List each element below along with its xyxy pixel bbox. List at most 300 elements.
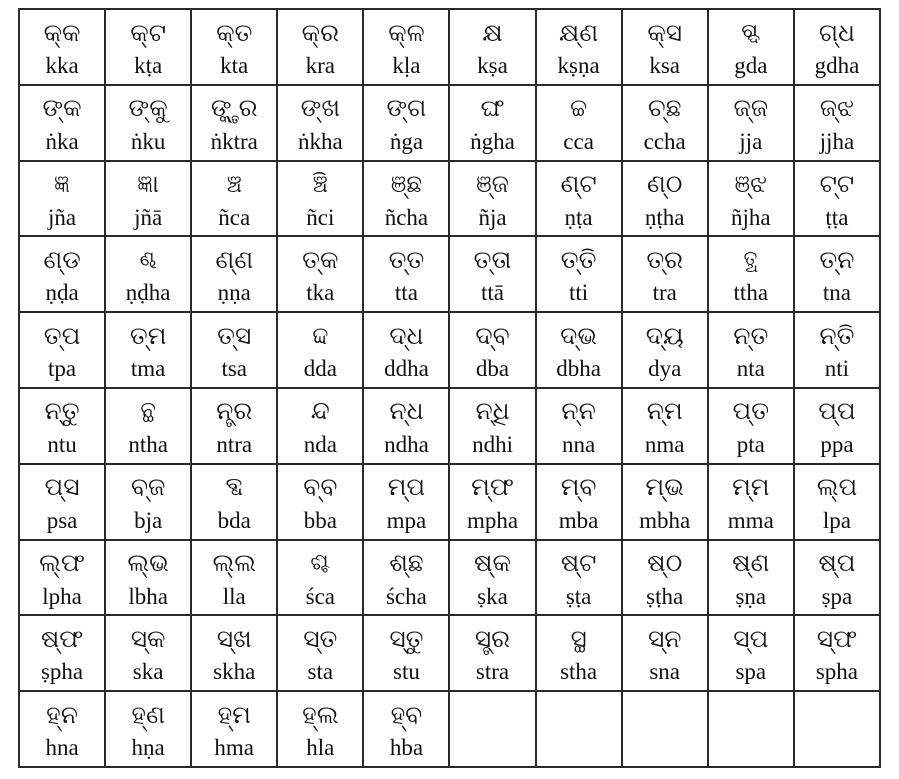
glyph-cell <box>19 464 105 540</box>
transliteration-label: ddha <box>384 356 429 382</box>
transliteration-label: ttha <box>733 280 769 306</box>
glyph-cell <box>536 236 622 312</box>
glyph-cell <box>622 540 708 616</box>
glyph-cell <box>449 9 535 85</box>
transliteration-label: psa <box>46 507 78 533</box>
glyph-cell <box>363 312 449 388</box>
odia-glyph: ନ୍ତୁ <box>44 398 80 426</box>
transliteration-label: bba <box>303 507 337 533</box>
odia-glyph: ଙ୍ଗ <box>386 95 427 123</box>
empty-cell <box>794 691 880 767</box>
odia-glyph: ଜ୍ଞା <box>137 171 159 199</box>
glyph-cell <box>708 85 794 161</box>
transliteration-label: tta <box>394 280 418 306</box>
glyph-cell <box>622 9 708 85</box>
glyph-cell <box>277 236 363 312</box>
glyph-cell <box>191 615 277 691</box>
odia-glyph: ଷ୍ଟ <box>560 550 597 578</box>
glyph-cell <box>363 9 449 85</box>
odia-glyph: ଗ୍ଦ <box>741 19 761 47</box>
odia-glyph: ମ୍ମ <box>732 474 770 502</box>
odia-glyph: ଣ୍ଟ <box>560 171 597 199</box>
odia-glyph: ହ୍ଣ <box>131 701 165 729</box>
odia-glyph <box>538 695 620 735</box>
glyph-cell <box>449 312 535 388</box>
odia-glyph: କ୍ଳ <box>388 19 425 47</box>
odia-glyph: ସ୍କ <box>130 625 166 653</box>
odia-glyph: ସ୍ତ୍ର <box>474 625 511 653</box>
transliteration-label: lpa <box>822 507 851 533</box>
odia-glyph: ଣ୍ଠ <box>646 171 683 199</box>
glyph-cell <box>622 85 708 161</box>
odia-glyph: ଷ୍ଠ <box>647 550 683 578</box>
odia-glyph: ବ୍ଜ <box>130 474 166 502</box>
glyph-cell <box>708 9 794 85</box>
odia-glyph: ତ୍ପ <box>43 322 81 350</box>
glyph-cell <box>363 540 449 616</box>
odia-glyph: ଷ୍କ <box>474 550 511 578</box>
odia-glyph: କ୍ସ <box>647 19 683 47</box>
odia-glyph: ହ୍ବ <box>390 701 423 729</box>
transliteration-label: ṭṭa <box>825 204 849 230</box>
glyph-cell <box>708 161 794 237</box>
odia-glyph: ଲ୍ଲ <box>212 550 256 578</box>
transliteration-label: mbha <box>639 507 691 533</box>
odia-glyph: ଙ୍କ୍ତ୍ର <box>210 95 258 123</box>
transliteration-label: nta <box>736 356 765 382</box>
transliteration-label: tti <box>569 280 589 306</box>
odia-glyph: ଦ୍ଭ <box>560 322 598 350</box>
glyph-cell <box>105 615 191 691</box>
odia-glyph: ହ୍ନ <box>46 701 78 729</box>
transliteration-label: stha <box>560 659 598 685</box>
transliteration-label: tka <box>306 280 335 306</box>
glyph-cell <box>105 236 191 312</box>
glyph-cell <box>191 85 277 161</box>
odia-glyph: ଦ୍ଦ <box>312 322 329 350</box>
odia-glyph: ତ୍ନ <box>819 246 855 274</box>
transliteration-label: lbha <box>128 583 168 609</box>
odia-glyph: ନ୍ଧି <box>475 398 510 426</box>
transliteration-label: tna <box>822 280 851 306</box>
table-row <box>19 9 880 85</box>
transliteration-label: ścha <box>385 583 427 609</box>
odia-glyph: ଙ୍କ <box>42 95 82 123</box>
glyph-cell <box>105 691 191 767</box>
odia-glyph: ତ୍ର <box>646 246 684 274</box>
glyph-cell <box>449 540 535 616</box>
table-row <box>19 161 880 237</box>
odia-glyph: ଙ୍ଘ <box>480 95 505 123</box>
glyph-cell <box>105 464 191 540</box>
glyph-cell <box>622 615 708 691</box>
table-row <box>19 540 880 616</box>
odia-glyph: ନ୍ଥ <box>140 398 156 426</box>
glyph-cell <box>622 312 708 388</box>
glyph-cell <box>105 540 191 616</box>
transliteration-label: mpa <box>386 507 427 533</box>
odia-glyph: ଜ୍ଝ <box>819 95 855 123</box>
odia-glyph: ଗ୍ଧ <box>818 19 855 47</box>
transliteration-label: ṅku <box>130 128 166 154</box>
transliteration-label: ppa <box>820 431 854 457</box>
transliteration-label: ṇṭa <box>564 204 593 230</box>
odia-glyph: ମ୍ବ <box>560 474 597 502</box>
odia-glyph: ଷ୍ପ <box>818 550 856 578</box>
glyph-cell <box>277 691 363 767</box>
glyph-cell <box>19 312 105 388</box>
glyph-cell <box>794 9 880 85</box>
transliteration-label: ṣpha <box>40 659 84 685</box>
glyph-cell <box>536 464 622 540</box>
glyph-cell <box>536 85 622 161</box>
glyph-cell <box>105 161 191 237</box>
glyph-cell <box>536 312 622 388</box>
glyph-cell <box>277 85 363 161</box>
transliteration-label: ṇḍa <box>45 280 79 306</box>
glyph-cell <box>363 85 449 161</box>
odia-glyph: ଦ୍ବ <box>475 322 510 350</box>
transliteration-label: ṣṇa <box>735 583 767 609</box>
odia-glyph: ହ୍ମ <box>217 701 251 729</box>
transliteration-label: cca <box>563 128 594 154</box>
glyph-cell <box>191 236 277 312</box>
glyph-cell <box>19 85 105 161</box>
transliteration-label: ṅkha <box>297 128 343 154</box>
odia-glyph: ତ୍ଥ <box>743 246 759 274</box>
odia-glyph: କ୍ର <box>301 19 340 47</box>
glyph-cell <box>191 691 277 767</box>
transliteration-label: nda <box>303 431 337 457</box>
glyph-cell <box>363 464 449 540</box>
table-row <box>19 691 880 767</box>
transliteration-label: ṇṭha <box>644 204 685 230</box>
odia-glyph: ତ୍ତ <box>388 246 425 274</box>
glyph-cell <box>363 236 449 312</box>
transliteration-label: ccha <box>643 128 686 154</box>
transliteration-label: ñci <box>306 204 335 230</box>
odia-glyph: ଦ୍ୟ <box>645 322 684 350</box>
odia-glyph: ବ୍ଦ <box>225 474 244 502</box>
odia-glyph: ଜ୍ଜ <box>733 95 769 123</box>
transliteration-label: stra <box>475 659 510 685</box>
odia-glyph: ଦ୍ଧ <box>389 322 424 350</box>
glyph-cell <box>19 540 105 616</box>
glyph-cell <box>794 615 880 691</box>
glyph-cell <box>277 388 363 464</box>
odia-glyph: ଞ୍ଝ <box>734 171 768 199</box>
transliteration-label: ṅktra <box>210 128 258 154</box>
odia-glyph: ଙ୍ଖ <box>300 95 341 123</box>
transliteration-label: ntha <box>128 431 168 457</box>
odia-glyph: ସ୍ତ <box>303 625 338 653</box>
transliteration-label: mma <box>727 507 774 533</box>
transliteration-label: ṅka <box>45 128 79 154</box>
transliteration-label: jña <box>47 204 77 230</box>
glyph-cell <box>191 9 277 85</box>
glyph-cell <box>708 312 794 388</box>
odia-glyph: ଲ୍ପ <box>816 474 858 502</box>
transliteration-label: tpa <box>47 356 77 382</box>
odia-glyph: ମ୍ଫ <box>471 474 514 502</box>
glyph-cell <box>708 388 794 464</box>
odia-glyph: କ୍କ <box>43 19 81 47</box>
odia-glyph <box>710 695 792 735</box>
transliteration-label: ñja <box>478 204 507 230</box>
transliteration-label: ṅgha <box>470 128 515 154</box>
glyph-cell <box>363 161 449 237</box>
glyph-cell <box>449 236 535 312</box>
transliteration-label: ñjha <box>730 204 771 230</box>
glyph-cell <box>794 540 880 616</box>
empty-cell <box>622 691 708 767</box>
odia-glyph: ପ୍ତ <box>732 398 770 426</box>
transliteration-label: lpha <box>42 583 82 609</box>
glyph-cell <box>191 540 277 616</box>
glyph-cell <box>622 161 708 237</box>
odia-glyph: ସ୍ଫ <box>816 625 858 653</box>
odia-glyph: ଚ୍ଛ <box>647 95 682 123</box>
transliteration-label: hma <box>214 735 255 761</box>
odia-glyph: ସ୍ଥ <box>570 625 587 653</box>
transliteration-label: tra <box>652 280 677 306</box>
transliteration-label: ṣṭa <box>565 583 592 609</box>
glyph-cell <box>19 388 105 464</box>
glyph-cell <box>191 312 277 388</box>
odia-glyph: ପ୍ସ <box>44 474 80 502</box>
odia-glyph: ଚ୍ଚ <box>570 95 588 123</box>
table-row <box>19 236 880 312</box>
odia-glyph: ସ୍ତୁ <box>389 625 424 653</box>
odia-glyph: ଣ୍ଡ <box>43 246 81 274</box>
odia-glyph: ନ୍ତ୍ର <box>216 398 253 426</box>
table-row <box>19 464 880 540</box>
table-row <box>19 312 880 388</box>
transliteration-label: spa <box>735 659 767 685</box>
transliteration-label: jñā <box>134 204 163 230</box>
odia-glyph: ସ୍ନ <box>647 625 682 653</box>
conjunct-table-body <box>19 9 880 767</box>
odia-glyph: ଶ୍ଛ <box>389 550 424 578</box>
glyph-cell <box>277 540 363 616</box>
transliteration-label: ṅga <box>389 128 424 154</box>
odia-glyph: ଲ୍ଫ <box>39 550 85 578</box>
glyph-cell <box>277 161 363 237</box>
glyph-cell <box>363 615 449 691</box>
odia-glyph: ଞ୍ଚି <box>312 171 328 199</box>
odia-glyph: ମ୍ଭ <box>645 474 684 502</box>
odia-glyph: ଶ୍ଚ <box>310 550 331 578</box>
glyph-cell <box>449 464 535 540</box>
transliteration-label: ndhi <box>472 431 513 457</box>
odia-glyph: କ୍ତ <box>216 19 253 47</box>
transliteration-label: ndha <box>384 431 429 457</box>
transliteration-label: dba <box>475 356 510 382</box>
glyph-cell <box>277 312 363 388</box>
odia-glyph: କ୍ଷ୍ଣ <box>559 19 599 47</box>
odia-glyph <box>796 695 878 735</box>
odia-glyph: ଣ୍ଣ <box>215 246 254 274</box>
transliteration-label: dda <box>303 356 337 382</box>
glyph-cell <box>708 615 794 691</box>
transliteration-label: kṣṇa <box>557 53 600 78</box>
glyph-cell <box>536 161 622 237</box>
table-row <box>19 615 880 691</box>
transliteration-label: kṣa <box>477 53 508 78</box>
transliteration-label: ṣka <box>477 583 508 609</box>
transliteration-label: jja <box>739 128 763 154</box>
empty-cell <box>708 691 794 767</box>
empty-cell <box>536 691 622 767</box>
transliteration-label: jjha <box>819 128 855 154</box>
transliteration-label: ntu <box>47 431 77 457</box>
odia-glyph <box>624 695 706 735</box>
glyph-cell <box>794 236 880 312</box>
transliteration-label: ñca <box>218 204 251 230</box>
glyph-cell <box>536 615 622 691</box>
transliteration-label: sta <box>307 659 334 685</box>
odia-glyph: ନ୍ଦ <box>310 398 330 426</box>
odia-glyph: ଞ୍ଜ <box>476 171 509 199</box>
transliteration-label: śca <box>305 583 336 609</box>
transliteration-label: ṇḍha <box>125 280 171 306</box>
odia-glyph: ଟ୍ଟ <box>819 171 855 199</box>
odia-glyph: ଣ୍ଢ <box>139 246 157 274</box>
odia-glyph: ଜ୍ଞ <box>54 171 71 199</box>
glyph-cell <box>622 388 708 464</box>
glyph-cell <box>794 85 880 161</box>
transliteration-label: ṣpa <box>821 583 853 609</box>
transliteration-label: ttā <box>481 280 505 306</box>
glyph-cell <box>105 9 191 85</box>
transliteration-label: ksa <box>649 53 681 78</box>
transliteration-label: gda <box>734 53 768 78</box>
glyph-cell <box>794 388 880 464</box>
transliteration-label: tma <box>130 356 166 382</box>
glyph-cell <box>708 236 794 312</box>
odia-glyph: କ୍ଷ <box>482 19 503 47</box>
glyph-cell <box>622 464 708 540</box>
glyph-cell <box>191 464 277 540</box>
transliteration-label: kta <box>220 53 249 78</box>
transliteration-label: stu <box>393 659 420 685</box>
odia-glyph: ତ୍ମ <box>129 322 167 350</box>
transliteration-label: tsa <box>221 356 248 382</box>
glyph-cell <box>363 691 449 767</box>
odia-glyph: ମ୍ପ <box>387 474 426 502</box>
transliteration-label: ska <box>132 659 164 685</box>
glyph-cell <box>19 9 105 85</box>
odia-glyph: ନ୍ତ <box>733 322 769 350</box>
transliteration-label: mba <box>558 507 599 533</box>
odia-glyph: ତ୍ତା <box>473 246 512 274</box>
glyph-cell <box>536 540 622 616</box>
transliteration-label: kḷa <box>392 53 421 78</box>
odia-glyph: ତ୍ତି <box>560 246 597 274</box>
glyph-cell <box>536 9 622 85</box>
odia-glyph: ନ୍ଧ <box>389 398 424 426</box>
glyph-cell <box>708 464 794 540</box>
glyph-cell <box>449 388 535 464</box>
glyph-cell <box>708 540 794 616</box>
transliteration-label: nti <box>824 356 850 382</box>
odia-glyph: ଞ୍ଚ <box>226 171 242 199</box>
odia-glyph: ଷ୍ଫ <box>40 625 84 653</box>
odia-conjunct-table <box>18 8 881 768</box>
transliteration-label: hba <box>389 735 424 761</box>
glyph-cell <box>105 85 191 161</box>
odia-glyph: ଷ୍ଣ <box>732 550 770 578</box>
odia-glyph: ନ୍ମ <box>646 398 683 426</box>
glyph-cell <box>277 9 363 85</box>
odia-glyph: ଙ୍କୁ <box>128 95 168 123</box>
glyph-cell <box>19 236 105 312</box>
glyph-cell <box>277 464 363 540</box>
transliteration-label: sna <box>649 659 681 685</box>
transliteration-label: kṭa <box>134 53 163 78</box>
odia-glyph: ତ୍ସ <box>217 322 252 350</box>
glyph-cell <box>449 161 535 237</box>
transliteration-label: hṇa <box>131 735 165 761</box>
transliteration-label: skha <box>213 659 256 685</box>
odia-glyph: ଲ୍ଭ <box>127 550 169 578</box>
odia-glyph: ନ୍ନ <box>561 398 596 426</box>
transliteration-label: pta <box>736 431 765 457</box>
glyph-cell <box>536 388 622 464</box>
glyph-cell <box>105 312 191 388</box>
glyph-cell <box>19 615 105 691</box>
transliteration-label: hla <box>306 735 335 761</box>
transliteration-label: nma <box>644 431 685 457</box>
transliteration-label: ṇṇa <box>217 280 251 306</box>
transliteration-label: kka <box>45 53 79 78</box>
odia-glyph: ତ୍କ <box>302 246 339 274</box>
odia-glyph: ସ୍ଖ <box>216 625 252 653</box>
transliteration-label: ṣṭha <box>646 583 684 609</box>
transliteration-label: bja <box>134 507 163 533</box>
odia-glyph: ବ୍ବ <box>303 474 338 502</box>
odia-glyph: ଞ୍ଛ <box>390 171 423 199</box>
glyph-cell <box>19 161 105 237</box>
odia-glyph: ପ୍ପ <box>818 398 856 426</box>
transliteration-label: hna <box>45 735 79 761</box>
glyph-cell <box>794 312 880 388</box>
glyph-cell <box>449 615 535 691</box>
glyph-cell <box>363 388 449 464</box>
transliteration-label: nna <box>562 431 596 457</box>
glyph-cell <box>191 388 277 464</box>
glyph-cell <box>449 85 535 161</box>
transliteration-label: dya <box>648 356 682 382</box>
transliteration-label: ñcha <box>384 204 429 230</box>
transliteration-label: ntra <box>216 431 253 457</box>
odia-glyph: ହ୍ଲ <box>302 701 339 729</box>
transliteration-label: kra <box>305 53 336 78</box>
glyph-cell <box>105 388 191 464</box>
odia-glyph: କ୍ଟ <box>130 19 167 47</box>
glyph-cell <box>191 161 277 237</box>
glyph-cell <box>277 615 363 691</box>
transliteration-label: bda <box>217 507 251 533</box>
table-row <box>19 388 880 464</box>
odia-glyph: ସ୍ପ <box>733 625 769 653</box>
odia-glyph <box>451 695 533 735</box>
transliteration-label: dbha <box>556 356 601 382</box>
transliteration-label: mpha <box>466 507 519 533</box>
glyph-cell <box>622 236 708 312</box>
transliteration-label: gdha <box>814 53 860 78</box>
empty-cell <box>449 691 535 767</box>
